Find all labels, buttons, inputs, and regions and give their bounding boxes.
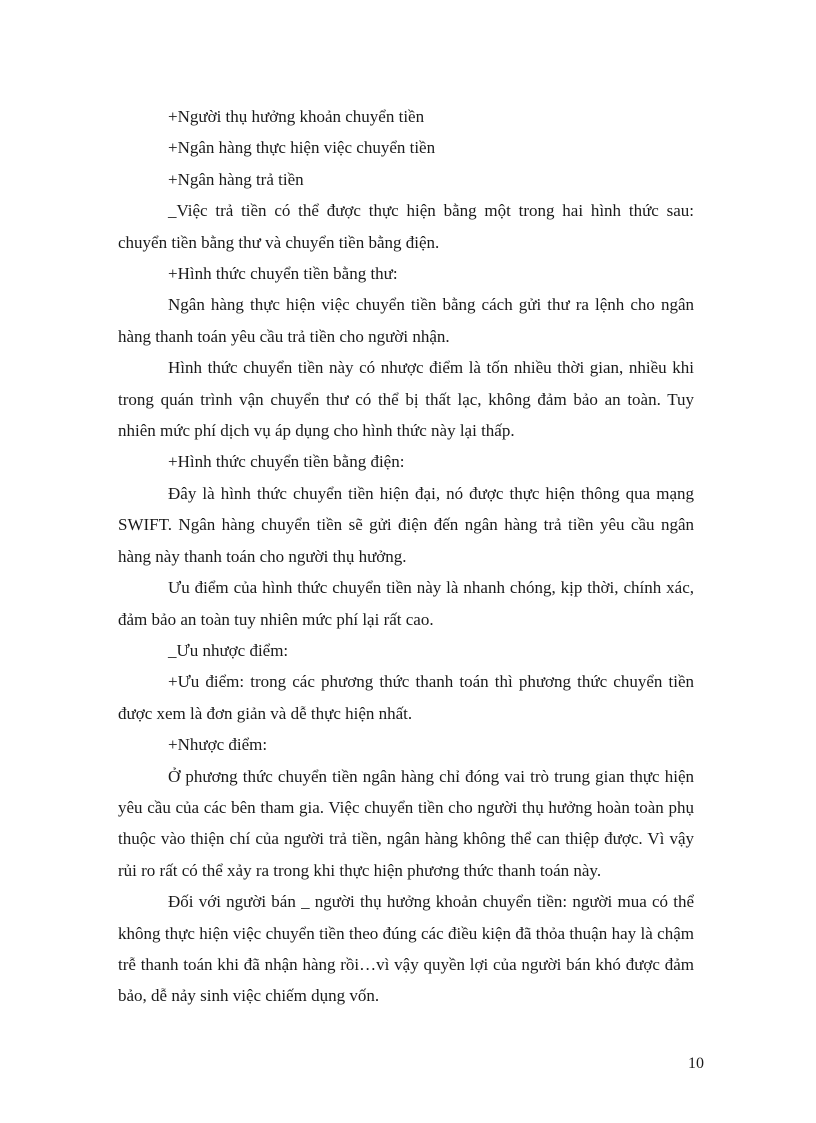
paragraph-disadvantages-seller: Đối với người bán _ người thụ hưởng khoản chuyển tiền: người mua có thể không thực hiện việc chuyển tiền theo đúng các điều kiện đã thỏa thuận hay là chậm trễ thanh toán khi đã nhận hàng rồi…vì vậy quyền lợi của người bán khó được đảm bảo, dễ nảy sinh việc chiếm dụng vốn. [118, 892, 694, 1006]
heading-telegraphic-transfer: +Hình thức chuyển tiền bằng điện: [168, 452, 405, 472]
paragraph-advantages: +Ưu điểm: trong các phương thức thanh toán thì phương thức chuyển tiền được xem là đơn giản và dễ thực hiện nhất. [118, 672, 694, 723]
paragraph-mail-transfer-desc: Ngân hàng thực hiện việc chuyển tiền bằng cách gửi thư ra lệnh cho ngân hàng thanh toán yêu cầu trả tiền cho người nhận. [118, 295, 694, 346]
paragraph-mail-transfer-drawbacks: Hình thức chuyển tiền này có nhược điểm là tốn nhiều thời gian, nhiều khi trong quán trình vận chuyển thư có thể bị thất lạc, không đảm bảo an toàn. Tuy nhiên mức phí dịch vụ áp dụng cho hình thức này lại thấp. [118, 358, 694, 441]
paragraph-telegraphic-transfer-advantages: Ưu điểm của hình thức chuyển tiền này là nhanh chóng, kịp thời, chính xác, đảm bảo an toàn tuy nhiên mức phí lại rất cao. [118, 578, 694, 629]
paragraph-telegraphic-transfer-desc: Đây là hình thức chuyển tiền hiện đại, nó được thực hiện thông qua mạng SWIFT. Ngân hàng chuyển tiền sẽ gửi điện đến ngân hàng trả tiền yêu cầu ngân hàng này thanh toán cho người thụ hưởng. [118, 483, 694, 566]
heading-mail-transfer: +Hình thức chuyển tiền bằng thư: [168, 264, 398, 284]
document-body [118, 101, 694, 1012]
page-number: 10 [688, 1055, 704, 1072]
heading-pros-cons: _Ưu nhược điểm: [168, 640, 289, 660]
heading-disadvantages: +Nhược điểm: [168, 735, 268, 755]
paragraph-beneficiary: +Người thụ hưởng khoản chuyển tiền [168, 107, 425, 126]
paragraph-payment-forms: _Việc trả tiền có thể được thực hiện bằng một trong hai hình thức sau: chuyển tiền bằng thư và chuyển tiền bằng điện. [118, 201, 694, 252]
paragraph-paying-bank: +Ngân hàng trả tiền [168, 169, 304, 189]
paragraph-disadvantages-bank-role: Ở phương thức chuyển tiền ngân hàng chỉ đóng vai trò trung gian thực hiện yêu cầu của các bên tham gia. Việc chuyển tiền cho người thụ hưởng hoàn toàn phụ thuộc vào thiện chí của người trả tiền, ngân hàng không thể can thiệp được. Vì vậy rủi ro rất có thể xảy ra trong khi thực hiện phương thức thanh toán này. [118, 766, 694, 880]
paragraph-remitting-bank: +Ngân hàng thực hiện việc chuyển tiền [168, 138, 436, 158]
